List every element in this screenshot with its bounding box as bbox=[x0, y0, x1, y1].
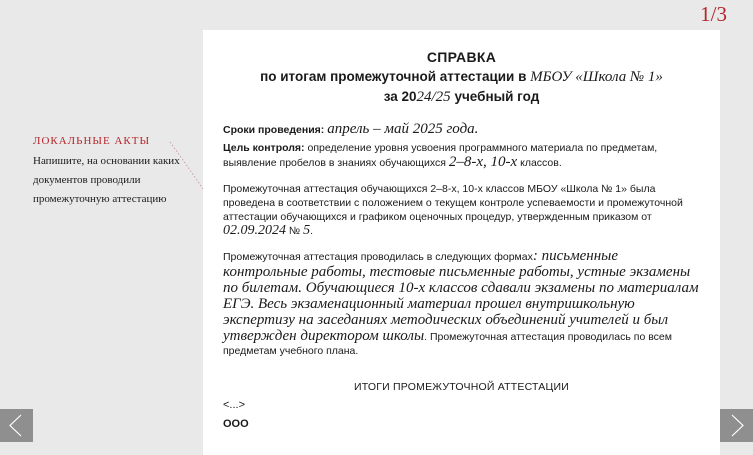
goal-classes: 2–8-х, 10-х bbox=[448, 154, 518, 170]
document-subtitle bbox=[223, 67, 700, 87]
forms-prefix: Промежуточная аттестация проводилась в следующих формах bbox=[223, 251, 533, 263]
document-title: СПРАВКА bbox=[426, 49, 497, 65]
goal-text: определение уровня усвоения программного материала по предметам, выявление пробелов в знаниях обучающихся bbox=[223, 142, 658, 169]
side-note bbox=[33, 134, 183, 209]
results-heading: ИТОГИ ПРОМЕЖУТОЧНОЙ АТТЕСТАЦИИ bbox=[354, 381, 569, 393]
year-prefix: за 20 bbox=[383, 89, 417, 104]
document-sheet bbox=[203, 30, 720, 455]
forms-italic-text: : письменные контрольные работы, тестовые письменные работы, устные экзамены по билетам. Обучающиеся 10-х классов сдавали экзамены по материалам ЕГЭ. Весь экзаменационный материал прошел внутришкольную экспертизу на заседаниях методических объединений учителей и был утвержден директором школы bbox=[223, 248, 699, 344]
dates-paragraph bbox=[223, 122, 700, 137]
next-page-button[interactable] bbox=[720, 409, 753, 442]
prev-page-button[interactable] bbox=[0, 409, 33, 442]
dates-value: апрель – май 2025 года. bbox=[327, 121, 479, 137]
forms-suffix: . Промежуточная аттестация проводилась по всем предметам учебного плана. bbox=[223, 331, 672, 357]
page-counter: 1/3 bbox=[700, 2, 727, 26]
year-value: 24/25 bbox=[416, 89, 451, 105]
content-placeholder: <...> bbox=[223, 399, 246, 411]
org-short-name: ООО bbox=[223, 418, 249, 430]
chevron-right-icon bbox=[720, 409, 753, 442]
order-number: 5 bbox=[303, 223, 311, 238]
basis-text: Промежуточная аттестация обучающихся 2–8-х, 10-х классов МБОУ «Школа № 1» была проведена в соответствии с положением о текущем контроле успеваемости и промежуточной аттестации обучающихся и графиком оценочных процедур, утвержденным приказом от bbox=[223, 183, 683, 223]
goal-paragraph bbox=[223, 141, 700, 170]
dates-label: Сроки проведения: bbox=[223, 124, 325, 136]
basis-paragraph bbox=[223, 182, 700, 238]
side-note-text: Напишите, на основании каких документов проводили промежуточную аттестацию bbox=[33, 155, 180, 205]
basis-end: . bbox=[310, 225, 314, 237]
subtitle-prefix: по итогам промежуточной аттестации в bbox=[260, 69, 531, 84]
goal-suffix: классов. bbox=[517, 157, 562, 169]
document-body bbox=[223, 48, 700, 430]
school-name: МБОУ «Школа № 1» bbox=[530, 69, 663, 85]
chevron-left-icon bbox=[0, 409, 33, 442]
forms-paragraph bbox=[223, 248, 700, 358]
academic-year bbox=[223, 87, 700, 107]
order-date: 02.09.2024 bbox=[223, 223, 286, 238]
goal-label: Цель контроля: bbox=[223, 142, 305, 154]
side-note-heading: ЛОКАЛЬНЫЕ АКТЫ bbox=[33, 135, 151, 147]
year-suffix: учебный год bbox=[450, 89, 540, 104]
order-number-prefix: № bbox=[286, 225, 304, 237]
document-header bbox=[223, 48, 700, 107]
